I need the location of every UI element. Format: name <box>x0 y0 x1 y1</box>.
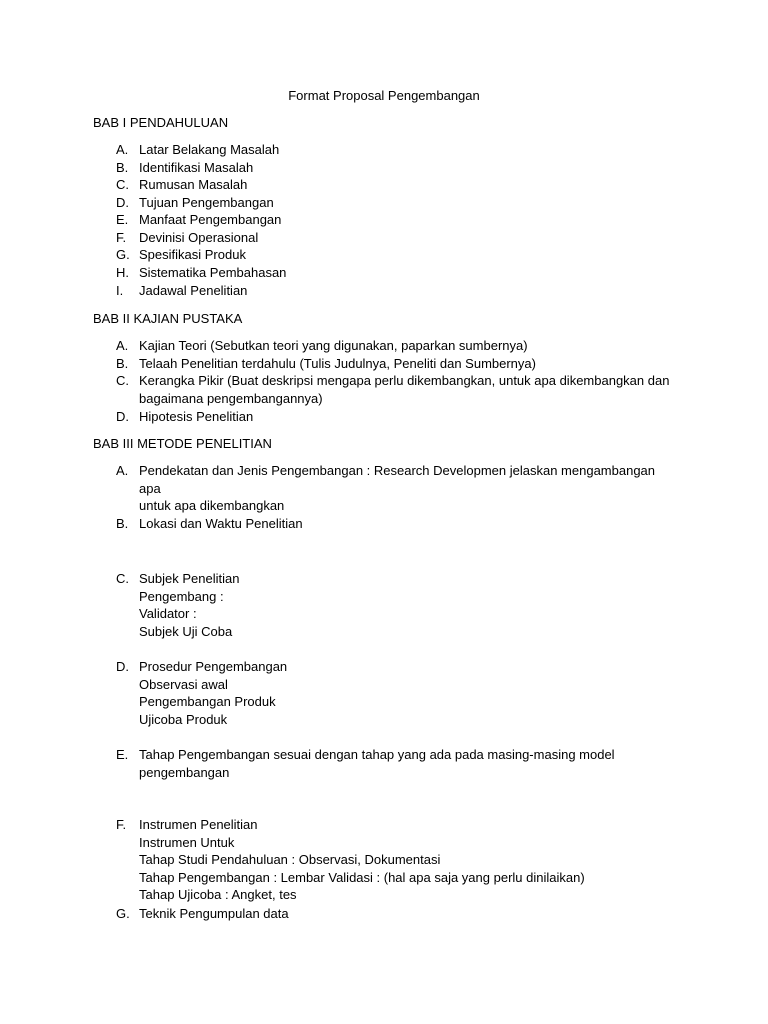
list-item-line: Lokasi dan Waktu Penelitian <box>139 516 303 531</box>
list-item-text <box>139 264 676 282</box>
list-item-line: Kajian Teori (Sebutkan teori yang digunakan, paparkan sumbernya) <box>139 338 528 353</box>
list-item <box>116 462 676 515</box>
list-item-line: Identifikasi Masalah <box>139 160 254 175</box>
list-item <box>116 141 676 159</box>
list-item-letter: F. <box>116 230 127 245</box>
list-item-text <box>139 658 676 728</box>
list-item-letter: B. <box>116 356 129 371</box>
list-item-line: Telaah Penelitian terdahulu (Tulis Judulnya, Peneliti dan Sumbernya) <box>139 356 536 371</box>
list-item-line: Kerangka Pikir (Buat deskripsi mengapa perlu dikembangkan, untuk apa dikembangkan dan <box>139 373 670 388</box>
list-item-line: Validator : <box>139 606 197 621</box>
list-item-text <box>139 229 676 247</box>
list-item-line: Latar Belakang Masalah <box>139 142 280 157</box>
list-item-line: bagaimana pengembangannya) <box>139 390 323 406</box>
list-item-text <box>139 372 676 407</box>
list-item-line: Tahap Studi Pendahuluan : Observasi, Dokumentasi <box>139 852 441 867</box>
list-item-line: Pengembang : <box>139 588 224 604</box>
list-item-letter: B. <box>116 516 129 531</box>
list-item-line: Spesifikasi Produk <box>139 247 246 262</box>
list-item-letter: B. <box>116 160 129 175</box>
list-item-text <box>139 176 676 194</box>
list-item-text <box>139 159 676 177</box>
list-item-line: Instrumen Penelitian <box>139 817 258 832</box>
list-item-letter: D. <box>116 659 129 674</box>
list-item-text <box>139 141 676 159</box>
list-item <box>116 746 676 781</box>
list-item-line: Instrumen Untuk <box>139 834 235 850</box>
list-item-letter: A. <box>116 338 129 353</box>
list-item <box>116 372 676 407</box>
list-item <box>116 658 676 728</box>
list-item-line: Pendekatan dan Jenis Pengembangan : Research Developmen jelaskan mengambangan apa <box>139 463 656 496</box>
list-item-line: Tahap Ujicoba : Angket, tes <box>139 887 297 902</box>
list-item-letter: F. <box>116 817 127 832</box>
list-item-letter: C. <box>116 373 129 388</box>
list-item-line: Hipotesis Penelitian <box>139 409 254 424</box>
list-item <box>116 176 676 194</box>
list-item-letter: G. <box>116 906 130 921</box>
list-item-line: Jadawal Penelitian <box>139 283 248 298</box>
list-item <box>116 264 676 282</box>
list-item-line: Devinisi Operasional <box>139 230 259 245</box>
list-item-letter: G. <box>116 247 130 262</box>
list-item-letter: C. <box>116 571 129 586</box>
list-item <box>116 408 676 426</box>
list-item <box>116 229 676 247</box>
list-item-letter: H. <box>116 265 129 280</box>
list-item-text <box>139 905 676 923</box>
list-item <box>116 337 676 355</box>
list-item-line: Tujuan Pengembangan <box>139 195 274 210</box>
document-title: Format Proposal Pengembangan <box>288 88 480 103</box>
list-item-text <box>139 570 676 640</box>
list-item-line: Sistematika Pembahasan <box>139 265 287 280</box>
list-item <box>116 246 676 264</box>
list-item-line: Prosedur Pengembangan <box>139 659 288 674</box>
list-item <box>116 905 676 923</box>
list-item <box>116 194 676 212</box>
list-item-line: Teknik Pengumpulan data <box>139 906 289 921</box>
list-item-text <box>139 408 676 426</box>
list-item-text <box>139 337 676 355</box>
list-item-line: pengembangan <box>139 764 230 780</box>
list-item-line: Subjek Penelitian <box>139 571 240 586</box>
list-item-line: Observasi awal <box>139 676 228 692</box>
list-item-line: Pengembangan Produk <box>139 694 276 709</box>
list-item-line: Tahap Pengembangan sesuai dengan tahap yang ada pada masing-masing model <box>139 747 615 762</box>
list-item <box>116 282 676 300</box>
list-item-line: Tahap Pengembangan : Lembar Validasi : (hal apa saja yang perlu dinilaikan) <box>139 869 585 885</box>
list-item-letter: D. <box>116 195 129 210</box>
list-item-text <box>139 515 676 533</box>
list-item-line: untuk apa dikembangkan <box>139 498 285 513</box>
list-item <box>116 159 676 177</box>
list-item-letter: A. <box>116 463 129 478</box>
section-heading-bab-3: BAB III METODE PENELITIAN <box>93 436 272 451</box>
list-item-letter: E. <box>116 212 129 227</box>
list-item-letter: E. <box>116 747 129 762</box>
list-item-text <box>139 211 676 229</box>
list-item-letter: A. <box>116 142 129 157</box>
list-item-letter: D. <box>116 409 129 424</box>
list-item-text <box>139 462 676 515</box>
list-item-text <box>139 746 676 781</box>
list-item-text <box>139 194 676 212</box>
list-item <box>116 515 676 533</box>
list-item <box>116 816 676 904</box>
list-item-text <box>139 246 676 264</box>
section-heading-bab-2: BAB II KAJIAN PUSTAKA <box>93 311 243 326</box>
list-item <box>116 211 676 229</box>
section-heading-bab-1: BAB I PENDAHULUAN <box>93 115 229 130</box>
list-item <box>116 355 676 373</box>
list-item-line: Ujicoba Produk <box>139 711 228 727</box>
list-item-letter: C. <box>116 177 129 192</box>
list-item-text <box>139 816 676 904</box>
list-item-line: Subjek Uji Coba <box>139 623 233 639</box>
list-item-text <box>139 282 676 300</box>
list-item-line: Rumusan Masalah <box>139 177 248 192</box>
list-item-letter: I. <box>116 283 124 298</box>
list-item-text <box>139 355 676 373</box>
list-item-line: Manfaat Pengembangan <box>139 212 282 227</box>
list-item <box>116 570 676 640</box>
